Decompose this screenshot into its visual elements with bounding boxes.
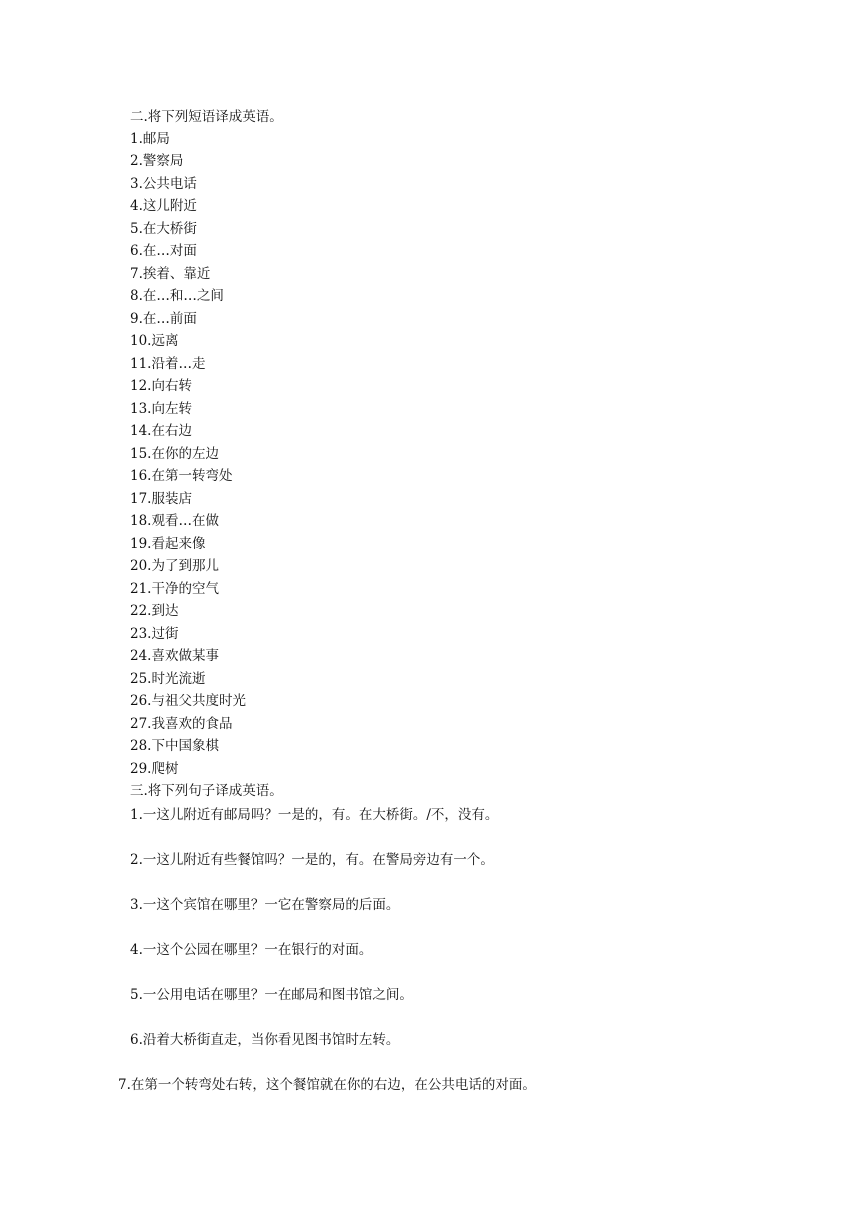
section-3-heading: 三.将下列句子译成英语。 <box>130 783 283 799</box>
sentence-item: 6.沿着大桥街直走，当你看见图书馆时左转。 <box>130 1032 400 1048</box>
phrase-item: 3.公共电话 <box>130 176 197 192</box>
phrase-item: 7.挨着、靠近 <box>130 266 211 282</box>
phrase-item: 5.在大桥街 <box>130 221 197 237</box>
phrase-item: 11.沿着…走 <box>130 356 206 372</box>
phrase-item: 28.下中国象棋 <box>130 738 219 754</box>
phrase-item: 10.远离 <box>130 333 179 349</box>
phrase-item: 4.这儿附近 <box>130 198 197 214</box>
phrase-item: 12.向右转 <box>130 378 192 394</box>
phrase-item: 23.过街 <box>130 626 179 642</box>
phrase-item: 17.服装店 <box>130 491 192 507</box>
phrase-item: 2.警察局 <box>130 153 184 169</box>
sentence-item: 3.一这个宾馆在哪里？一它在警察局的后面。 <box>130 897 400 913</box>
phrase-item: 18.观看…在做 <box>130 513 219 529</box>
sentence-item: 1.一这儿附近有邮局吗？一是的，有。在大桥街。/不，没有。 <box>130 807 499 823</box>
phrase-item: 24.喜欢做某事 <box>130 648 219 664</box>
phrase-item: 6.在…对面 <box>130 243 197 259</box>
phrase-item: 1.邮局 <box>130 131 170 147</box>
phrase-item: 21.干净的空气 <box>130 581 219 597</box>
sentence-item: 5.一公用电话在哪里？一在邮局和图书馆之间。 <box>130 987 413 1003</box>
phrase-item: 19.看起来像 <box>130 536 206 552</box>
phrase-item: 26.与祖父共度时光 <box>130 693 246 709</box>
phrase-item: 14.在右边 <box>130 423 192 439</box>
phrase-item: 9.在…前面 <box>130 311 197 327</box>
phrase-item: 20.为了到那儿 <box>130 558 219 574</box>
phrase-item: 29.爬树 <box>130 761 179 777</box>
sentence-item: 7.在第一个转弯处右转，这个餐馆就在你的右边，在公共电话的对面。 <box>118 1077 536 1093</box>
phrase-item: 8.在…和…之间 <box>130 288 224 304</box>
sentence-item: 2.一这儿附近有些餐馆吗？一是的，有。在警局旁边有一个。 <box>130 852 494 868</box>
section-2-heading: 二.将下列短语译成英语。 <box>130 109 283 125</box>
phrase-item: 27.我喜欢的食品 <box>130 716 233 732</box>
phrase-item: 16.在第一转弯处 <box>130 468 233 484</box>
sentence-item: 4.一这个公园在哪里？一在银行的对面。 <box>130 942 373 958</box>
phrase-item: 22.到达 <box>130 603 179 619</box>
phrase-item: 25.时光流逝 <box>130 671 206 687</box>
phrase-item: 13.向左转 <box>130 401 192 417</box>
phrase-item: 15.在你的左边 <box>130 446 219 462</box>
